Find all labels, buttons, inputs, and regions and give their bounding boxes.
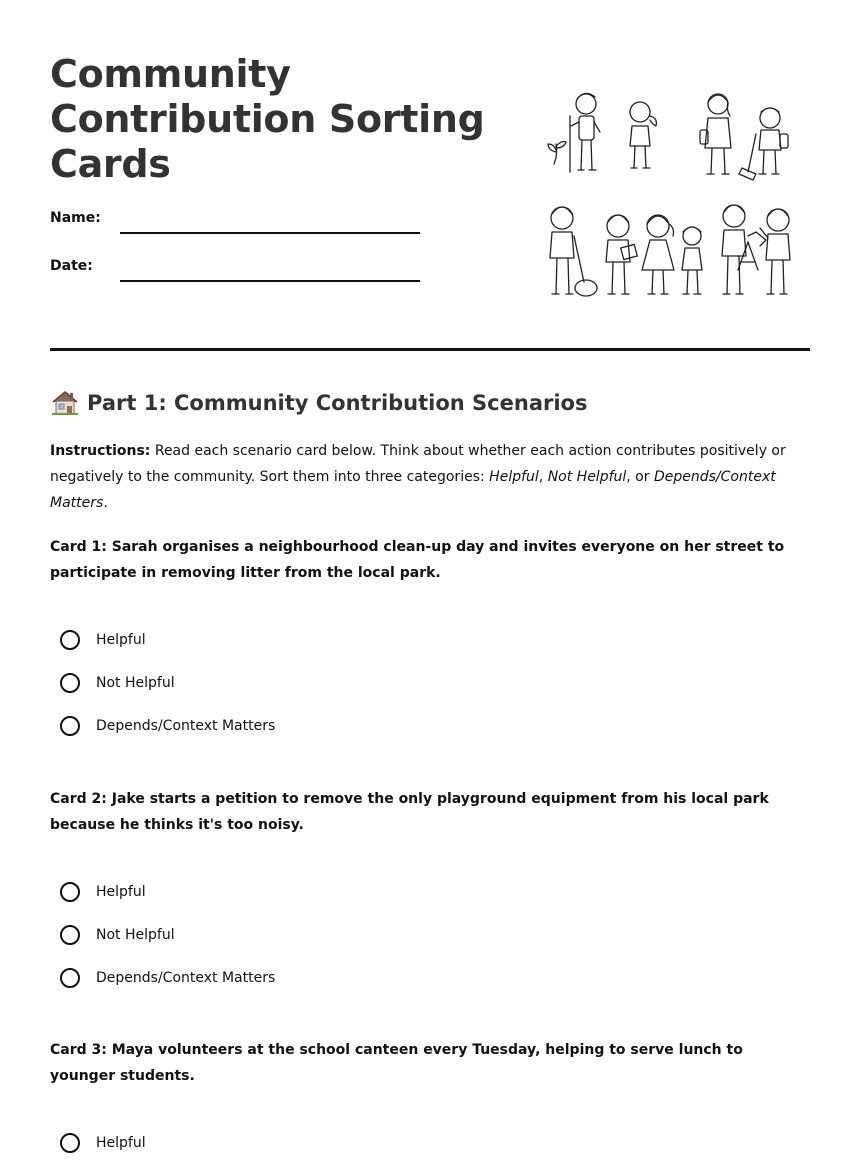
house-icon	[50, 388, 80, 418]
category-helpful: Helpful	[489, 469, 539, 485]
child-figure-book	[606, 215, 637, 294]
radio-button[interactable]	[60, 673, 80, 693]
scenario-card-2	[50, 786, 810, 986]
child-figure-small	[682, 227, 702, 294]
name-label: Name:	[50, 210, 101, 226]
option-label: Depends/Context Matters	[96, 970, 276, 986]
name-field[interactable]	[120, 232, 420, 234]
child-figure-wave	[760, 209, 790, 294]
option-label: Helpful	[96, 632, 146, 648]
instructions-label: Instructions:	[50, 443, 151, 459]
option-label: Depends/Context Matters	[96, 718, 276, 734]
radio-button[interactable]	[60, 1133, 80, 1153]
option-not-helpful[interactable]	[60, 922, 175, 948]
radio-button[interactable]	[60, 630, 80, 650]
option-helpful[interactable]	[60, 627, 146, 653]
option-helpful[interactable]	[60, 1130, 146, 1156]
category-not-helpful: Not Helpful	[547, 469, 627, 485]
option-label: Helpful	[96, 884, 146, 900]
card-text: Card 1: Sarah organises a neighbourhood clean-up day and invites everyone on her street to participate in removing litter from the local park.	[50, 539, 785, 581]
radio-button[interactable]	[60, 925, 80, 945]
header-divider	[50, 348, 810, 351]
card-text: Card 3: Maya volunteers at the school canteen every Tuesday, helping to serve lunch to younger students.	[50, 1042, 743, 1084]
child-figure-girl-dress	[642, 215, 674, 294]
section-title-text: Part 1: Community Contribution Scenarios	[87, 391, 588, 415]
option-not-helpful[interactable]	[60, 670, 175, 696]
category-depends: Depends/Context Matters	[50, 469, 776, 511]
name-field-row	[50, 206, 430, 236]
card-text: Card 2: Jake starts a petition to remove the only playground equipment from his local park because he thinks it's too noisy.	[50, 791, 769, 833]
page-title: Community Contribution Sorting Cards	[50, 52, 485, 186]
instructions-text: Read each scenario card below. Think about whether each action contributes positively or negatively to the community. Sort them into three categories:	[50, 443, 786, 485]
section-title	[50, 388, 587, 418]
option-label: Not Helpful	[96, 675, 175, 691]
date-field[interactable]	[120, 280, 420, 282]
child-figure-girl	[630, 102, 656, 168]
scenario-card-1	[50, 534, 810, 734]
option-depends[interactable]	[60, 713, 275, 739]
child-figure-sign	[722, 205, 766, 294]
child-figure-rake	[548, 93, 600, 172]
option-helpful[interactable]	[60, 879, 146, 905]
date-label: Date:	[50, 258, 93, 274]
worksheet-page	[50, 0, 810, 1151]
option-label: Helpful	[96, 1135, 146, 1151]
instructions	[50, 438, 800, 516]
date-field-row	[50, 254, 430, 284]
option-label: Not Helpful	[96, 927, 175, 943]
radio-button[interactable]	[60, 968, 80, 988]
worksheet-header	[50, 0, 810, 352]
separator: , or	[626, 469, 650, 485]
scenario-card-3	[50, 1037, 810, 1151]
child-figure-watering	[550, 207, 597, 296]
children-illustration	[542, 86, 802, 306]
separator: ,	[538, 469, 544, 485]
option-depends[interactable]	[60, 965, 275, 991]
child-figure-broom	[739, 108, 788, 180]
child-figure-teen	[700, 94, 731, 174]
radio-button[interactable]	[60, 882, 80, 902]
separator: .	[103, 495, 108, 511]
radio-button[interactable]	[60, 716, 80, 736]
